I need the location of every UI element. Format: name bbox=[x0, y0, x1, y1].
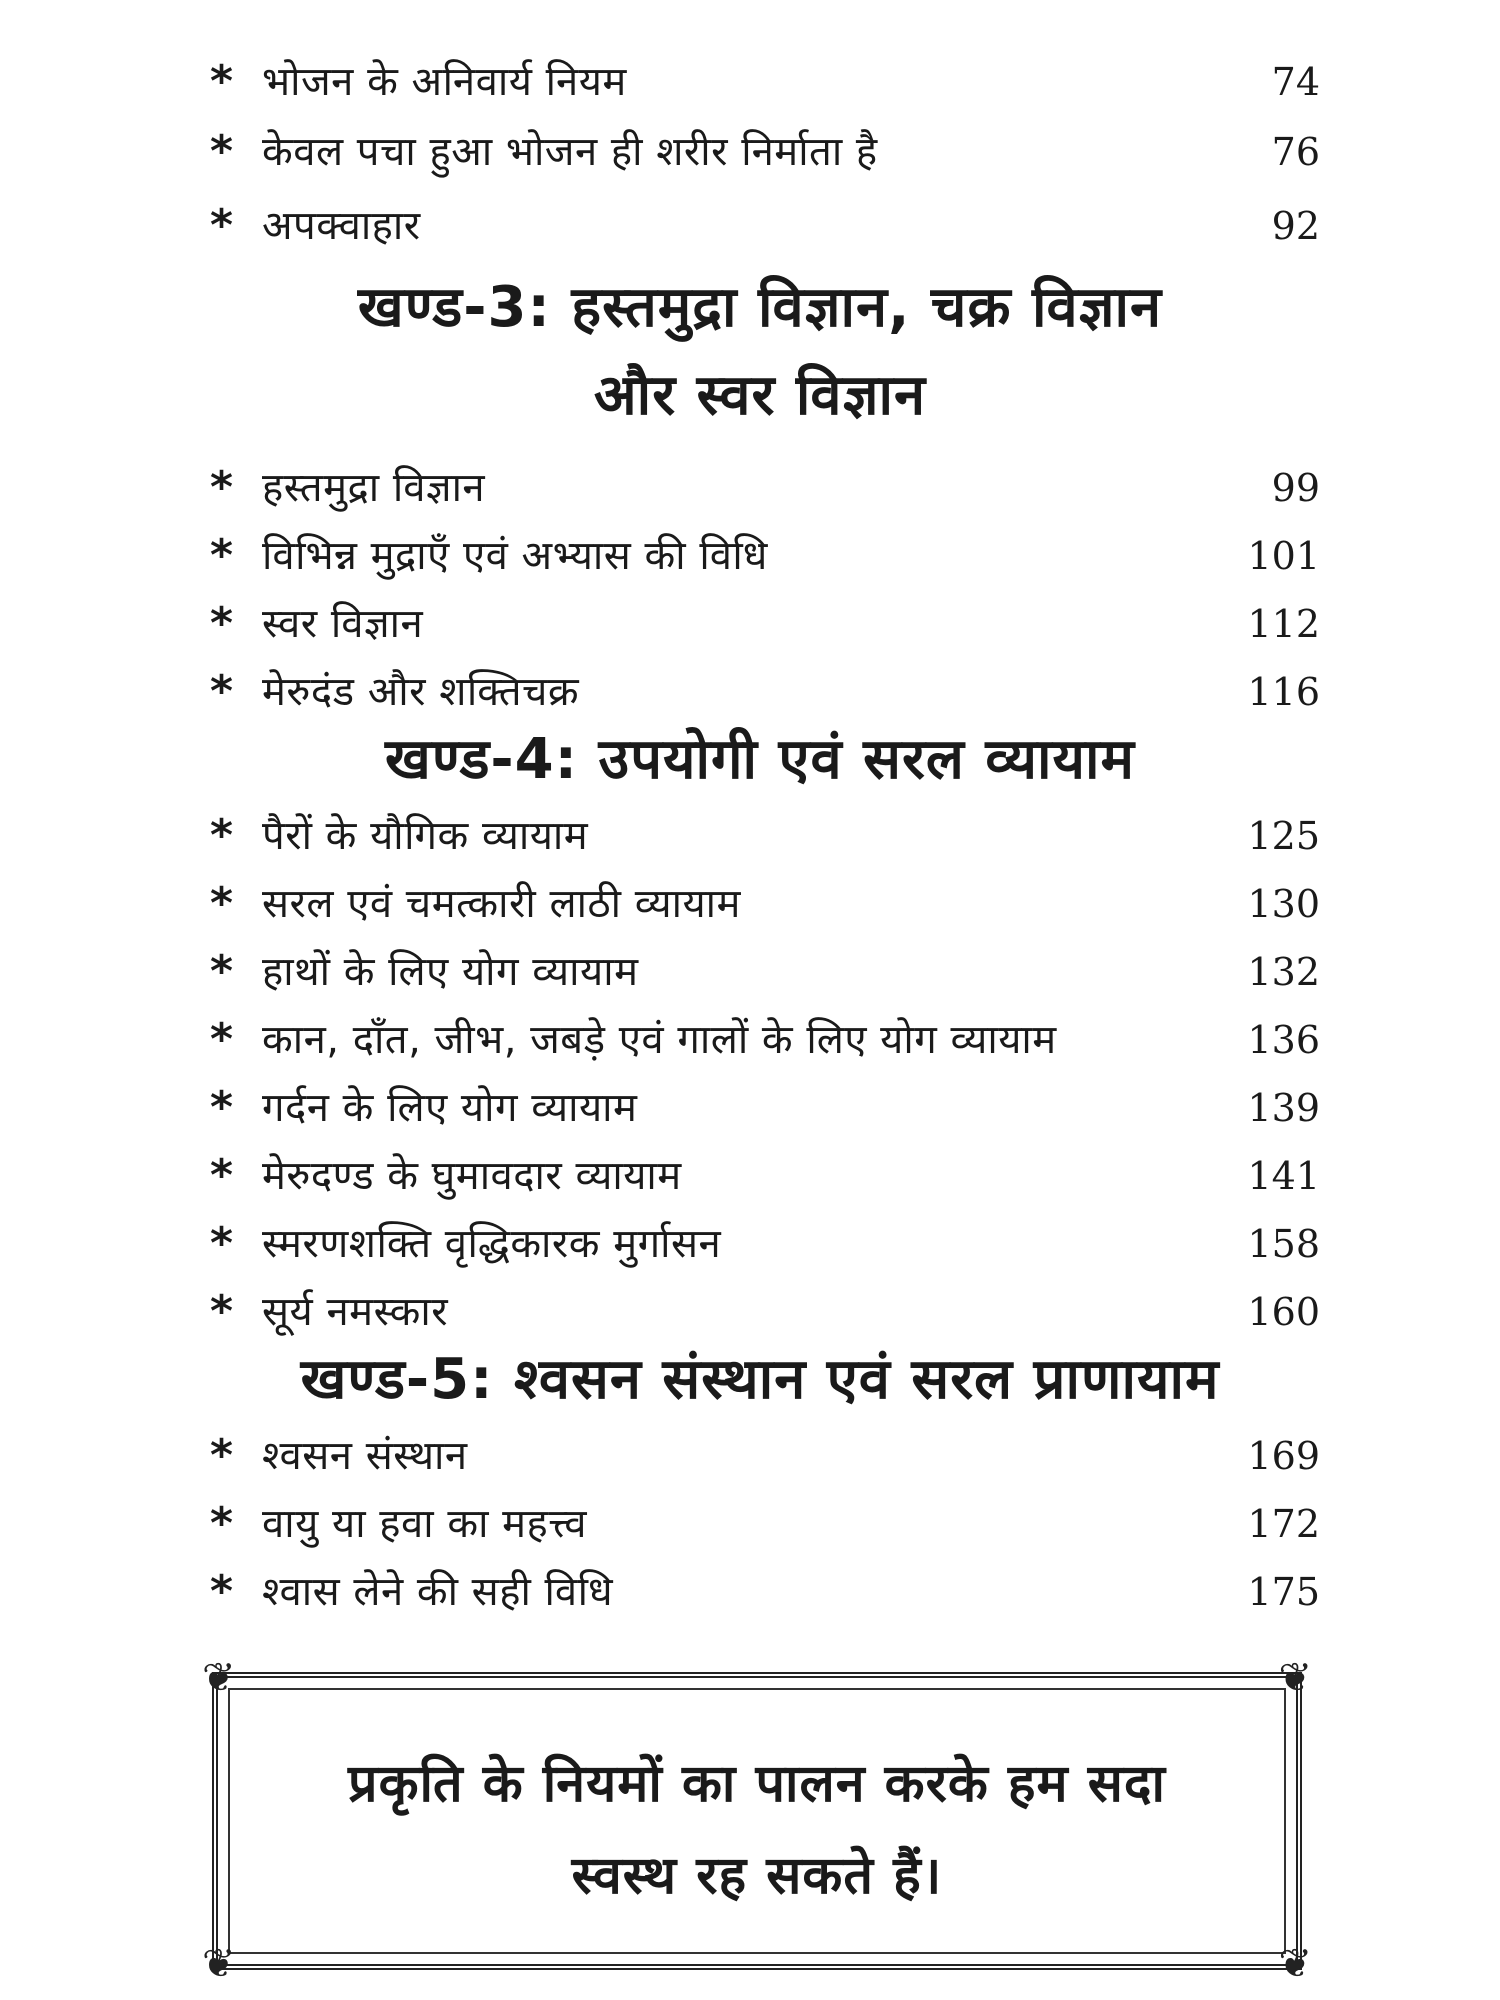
entry-title: हाथों के लिए योग व्यायाम bbox=[262, 949, 639, 995]
section-5-heading: खण्ड-5: श्वसन संस्थान एवं सरल प्राणायाम bbox=[300, 1347, 1220, 1412]
quote-box bbox=[202, 1655, 1312, 1987]
toc-entry[interactable] bbox=[210, 1562, 1320, 1622]
toc-entry[interactable] bbox=[210, 1214, 1320, 1274]
bullet-star: * bbox=[210, 1498, 234, 1549]
bullet-star: * bbox=[210, 1014, 234, 1065]
toc-entry[interactable] bbox=[210, 874, 1320, 934]
entry-title: वायु या हवा का महत्त्व bbox=[262, 1501, 587, 1547]
entry-title: स्वर विज्ञान bbox=[262, 601, 424, 647]
quote-line-2: स्वस्थ रह सकते हैं। bbox=[571, 1846, 943, 1906]
bullet-star: * bbox=[210, 530, 234, 581]
entry-page: 112 bbox=[1247, 602, 1320, 646]
entry-title: सूर्य नमस्कार bbox=[262, 1289, 449, 1335]
bullet-star: * bbox=[210, 462, 234, 513]
toc-entry[interactable] bbox=[210, 196, 1320, 256]
entry-title: श्वास लेने की सही विधि bbox=[262, 1569, 614, 1615]
entry-page: 136 bbox=[1247, 1018, 1320, 1062]
entry-title: कान, दाँत, जीभ, जबड़े एवं गालों के लिए योग व्यायाम bbox=[262, 1017, 1057, 1063]
bullet-star: * bbox=[210, 810, 234, 861]
toc-entry[interactable] bbox=[210, 526, 1320, 586]
entry-page: 158 bbox=[1247, 1222, 1320, 1266]
entry-page: 116 bbox=[1247, 670, 1320, 714]
bullet-star: * bbox=[210, 1150, 234, 1201]
entry-page: 132 bbox=[1247, 950, 1320, 994]
section-4-heading: खण्ड-4: उपयोगी एवं सरल व्यायाम bbox=[385, 727, 1135, 792]
bullet-star: * bbox=[210, 1430, 234, 1481]
entry-title: मेरुदण्ड के घुमावदार व्यायाम bbox=[262, 1153, 682, 1199]
corner-ornament-icon: ❦ bbox=[1278, 1941, 1312, 1987]
bullet-star: * bbox=[210, 1286, 234, 1337]
bullet-star: * bbox=[210, 200, 234, 251]
quote-line-1: प्रकृति के नियमों का पालन करके हम सदा bbox=[348, 1754, 1166, 1814]
toc-entry[interactable] bbox=[210, 1010, 1320, 1070]
entry-page: 99 bbox=[1271, 466, 1320, 510]
toc-entry[interactable] bbox=[210, 662, 1320, 722]
entry-page: 169 bbox=[1247, 1434, 1320, 1478]
bullet-star: * bbox=[210, 666, 234, 717]
bullet-star: * bbox=[210, 126, 234, 177]
entry-title: भोजन के अनिवार्य नियम bbox=[262, 59, 627, 105]
bullet-star: * bbox=[210, 1218, 234, 1269]
entry-title: हस्तमुद्रा विज्ञान bbox=[262, 465, 486, 511]
corner-ornament-icon: ❦ bbox=[1278, 1655, 1312, 1701]
bullet-star: * bbox=[210, 878, 234, 929]
entry-title: स्मरणशक्ति वृद्धिकारक मुर्गासन bbox=[262, 1221, 722, 1267]
bullet-star: * bbox=[210, 56, 234, 107]
entry-page: 160 bbox=[1247, 1290, 1320, 1334]
bullet-star: * bbox=[210, 1082, 234, 1133]
entry-title: गर्दन के लिए योग व्यायाम bbox=[262, 1085, 638, 1131]
toc-entry[interactable] bbox=[210, 1078, 1320, 1138]
entry-page: 74 bbox=[1271, 60, 1320, 104]
toc-entry[interactable] bbox=[210, 52, 1320, 112]
entry-title: श्वसन संस्थान bbox=[262, 1433, 468, 1479]
toc-entry[interactable] bbox=[210, 594, 1320, 654]
entry-page: 172 bbox=[1247, 1502, 1320, 1546]
bullet-star: * bbox=[210, 946, 234, 997]
entry-page: 130 bbox=[1247, 882, 1320, 926]
bullet-star: * bbox=[210, 1566, 234, 1617]
entry-title: अपक्वाहार bbox=[262, 203, 421, 249]
quote-text bbox=[218, 1738, 1296, 1922]
entry-page: 139 bbox=[1247, 1086, 1320, 1130]
entry-page: 125 bbox=[1247, 814, 1320, 858]
toc-entry[interactable] bbox=[210, 1146, 1320, 1206]
toc-entry[interactable] bbox=[210, 1494, 1320, 1554]
entry-page: 141 bbox=[1247, 1154, 1320, 1198]
entry-title: पैरों के यौगिक व्यायाम bbox=[262, 813, 589, 859]
bullet-star: * bbox=[210, 598, 234, 649]
entry-title: केवल पचा हुआ भोजन ही शरीर निर्माता है bbox=[262, 129, 878, 175]
toc-entry[interactable] bbox=[210, 942, 1320, 1002]
entry-title: मेरुदंड और शक्तिचक्र bbox=[262, 669, 580, 715]
entry-page: 175 bbox=[1247, 1570, 1320, 1614]
section-3-heading-line2: और स्वर विज्ञान bbox=[593, 363, 927, 428]
toc-entry[interactable] bbox=[210, 122, 1320, 182]
toc-entry[interactable] bbox=[210, 1282, 1320, 1342]
toc-entry[interactable] bbox=[210, 1426, 1320, 1486]
section-3-heading: खण्ड-3: हस्तमुद्रा विज्ञान, चक्र विज्ञान bbox=[357, 275, 1163, 340]
corner-ornament-icon: ❦ bbox=[202, 1655, 236, 1701]
entry-page: 76 bbox=[1271, 130, 1320, 174]
entry-page: 92 bbox=[1271, 204, 1320, 248]
entry-title: विभिन्न मुद्राएँ एवं अभ्यास की विधि bbox=[262, 533, 768, 579]
toc-entry[interactable] bbox=[210, 806, 1320, 866]
corner-ornament-icon: ❦ bbox=[202, 1941, 236, 1987]
entry-title: सरल एवं चमत्कारी लाठी व्यायाम bbox=[262, 881, 741, 927]
toc-entry[interactable] bbox=[210, 458, 1320, 518]
entry-page: 101 bbox=[1247, 534, 1320, 578]
